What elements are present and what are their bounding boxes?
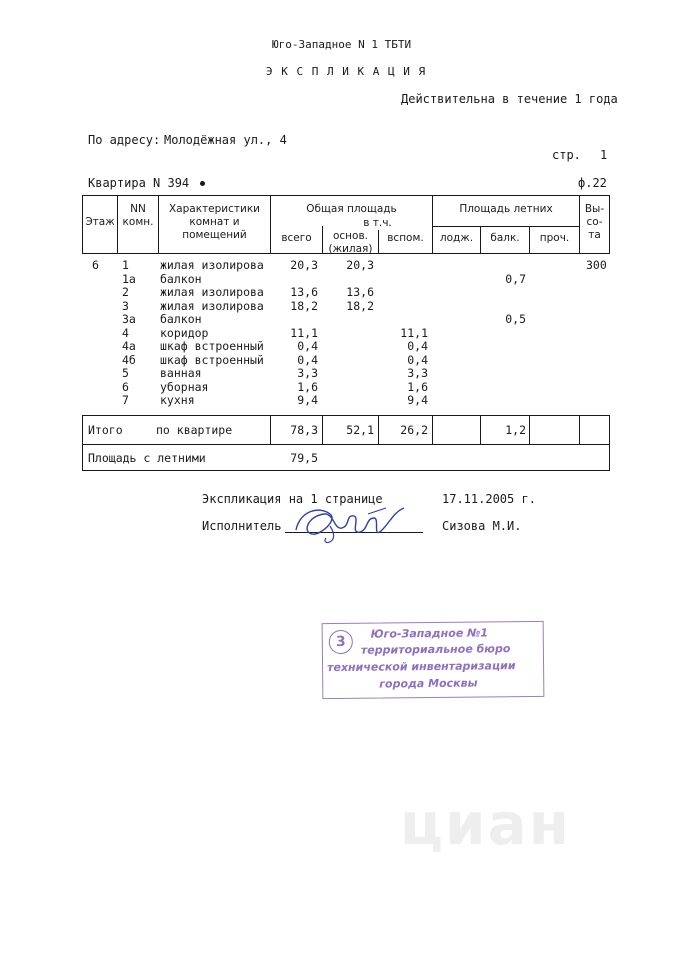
room-main-area: 18,2 — [346, 298, 374, 313]
floor-value: 6 — [92, 258, 99, 272]
col-line — [82, 415, 83, 470]
stamp-line1: Юго-Западное №1 — [370, 626, 489, 641]
col-header-nn-line: NN — [130, 203, 146, 215]
pages-note: Экспликация на 1 странице — [202, 492, 383, 506]
room-total-area: 9,4 — [297, 393, 318, 407]
col-header-loggia: лодж. — [439, 232, 474, 244]
room-total-area: 13,6 — [290, 285, 318, 299]
address-label: По адресу: — [88, 133, 161, 147]
stamp-line2: территориальное бюро — [360, 642, 511, 657]
col-header-other: проч. — [539, 232, 570, 244]
col-line — [378, 415, 379, 444]
col-header-nn-line: комн. — [122, 216, 154, 228]
org-name: Юго-Западное N 1 ТБТИ — [272, 38, 412, 51]
col-header-height-line: со- — [586, 216, 603, 228]
table-top-border — [82, 195, 610, 196]
page-number: 1 — [600, 148, 608, 162]
totals-top-border — [82, 415, 610, 416]
totals-main: 52,1 — [346, 423, 374, 437]
room-number: 6 — [122, 379, 129, 394]
room-name: жилая изолирова — [160, 258, 264, 272]
col-header-main — [323, 230, 378, 256]
room-name: ванная — [160, 366, 202, 380]
col-header-all: всего — [281, 232, 312, 244]
room-number: 2 — [122, 285, 129, 299]
col-header-height-line: Вы- — [584, 203, 605, 215]
room-total-area: 18,2 — [290, 298, 318, 313]
room-total-area: 1,6 — [297, 379, 318, 394]
room-total-area: 11,1 — [290, 325, 318, 340]
address-value: Молодёжная ул., 4 — [164, 133, 287, 147]
room-balcony-area: 0,5 — [505, 312, 526, 326]
room-main-area: 13,6 — [346, 285, 374, 299]
col-header-height — [580, 203, 609, 242]
col-line — [322, 415, 323, 444]
room-total-area: 20,3 — [290, 258, 318, 272]
col-line — [270, 415, 271, 444]
room-name: балкон — [160, 271, 202, 286]
room-number: 3а — [122, 312, 136, 326]
document-date: 17.11.2005 г. — [442, 492, 536, 506]
stamp-line3: технической инвентаризации — [327, 659, 516, 675]
room-number: 1 — [122, 258, 129, 272]
room-number: 3 — [122, 298, 129, 313]
bti-stamp — [322, 621, 545, 699]
room-name: коридор — [160, 325, 209, 340]
room-aux-area: 0,4 — [407, 352, 428, 367]
room-name: кухня — [160, 393, 195, 407]
signature-image — [290, 500, 410, 548]
room-aux-area: 11,1 — [400, 325, 428, 340]
room-name: уборная — [160, 379, 209, 394]
executor-name: Сизова М.И. — [442, 519, 522, 533]
col-line — [432, 415, 433, 444]
room-balcony-area: 0,7 — [505, 271, 526, 286]
stamp-line4: города Москвы — [379, 676, 478, 691]
col-header-height-line: та — [588, 229, 601, 241]
room-total-area: 0,4 — [297, 339, 318, 353]
col-header-char-line: помещений — [182, 229, 247, 241]
room-number: 7 — [122, 393, 129, 407]
document-title: Э К С П Л И К А Ц И Я — [266, 65, 427, 78]
room-total-area: 0,4 — [297, 352, 318, 367]
col-line — [579, 415, 580, 444]
col-line — [529, 415, 530, 444]
room-aux-area: 3,3 — [407, 366, 428, 380]
room-name: балкон — [160, 312, 202, 326]
room-number: 4а — [122, 339, 136, 353]
totals-balcony: 1,2 — [505, 423, 526, 437]
summer-subheader-line — [432, 226, 579, 227]
summer-bottom-border — [82, 470, 610, 471]
col-header-floor: Этаж — [85, 216, 115, 228]
executor-label: Исполнитель — [202, 519, 282, 533]
room-number: 4 — [122, 325, 129, 340]
totals-aux: 26,2 — [400, 423, 428, 437]
room-aux-area: 9,4 — [407, 393, 428, 407]
room-name: жилая изолирова — [160, 285, 264, 299]
col-line — [609, 415, 610, 470]
totals-label: Итого — [88, 423, 123, 437]
cian-watermark: циан — [400, 790, 571, 858]
room-total-area: 3,3 — [297, 366, 318, 380]
room-name: жилая изолирова — [160, 298, 264, 313]
page-label: стр. — [552, 148, 581, 162]
room-aux-area: 0,4 — [407, 339, 428, 353]
summer-value: 79,5 — [290, 451, 318, 465]
col-header-char-line: комнат и — [189, 216, 240, 228]
summer-label: Площадь с летними — [88, 451, 206, 465]
col-header-incl: в т.ч. — [323, 217, 432, 230]
ink-dot — [200, 181, 205, 186]
validity-note: Действительна в течение 1 года — [401, 92, 618, 106]
col-header-summer: Площадь летних — [459, 203, 553, 215]
totals-bottom-border — [82, 444, 610, 445]
room-main-area: 20,3 — [346, 258, 374, 272]
totals-sublabel: по квартире — [156, 423, 233, 437]
col-line — [609, 195, 610, 253]
col-header-nn — [118, 203, 158, 229]
apartment-number: Квартира N 394 — [88, 176, 190, 190]
col-line — [480, 415, 481, 444]
totals-total: 78,3 — [290, 423, 318, 437]
col-header-aux: вспом. — [387, 232, 424, 244]
col-header-main-line: основ. — [332, 230, 368, 242]
room-number: 1а — [122, 271, 136, 286]
form-number: ф.22 — [578, 176, 607, 190]
col-header-characteristics — [159, 203, 270, 242]
room-name: шкаф встроенный — [160, 352, 264, 367]
stamp-number: 3 — [329, 630, 353, 654]
col-header-balcony: балк. — [490, 232, 520, 244]
col-header-char-line: Характеристики — [168, 203, 260, 215]
room-number: 5 — [122, 366, 129, 380]
col-header-total-area: Общая площадь — [306, 203, 397, 215]
height-value: 300 — [586, 258, 607, 272]
room-name: шкаф встроенный — [160, 339, 264, 353]
room-number: 4б — [122, 352, 136, 367]
col-header-main-line: (жилая) — [328, 243, 373, 255]
room-aux-area: 1,6 — [407, 379, 428, 394]
